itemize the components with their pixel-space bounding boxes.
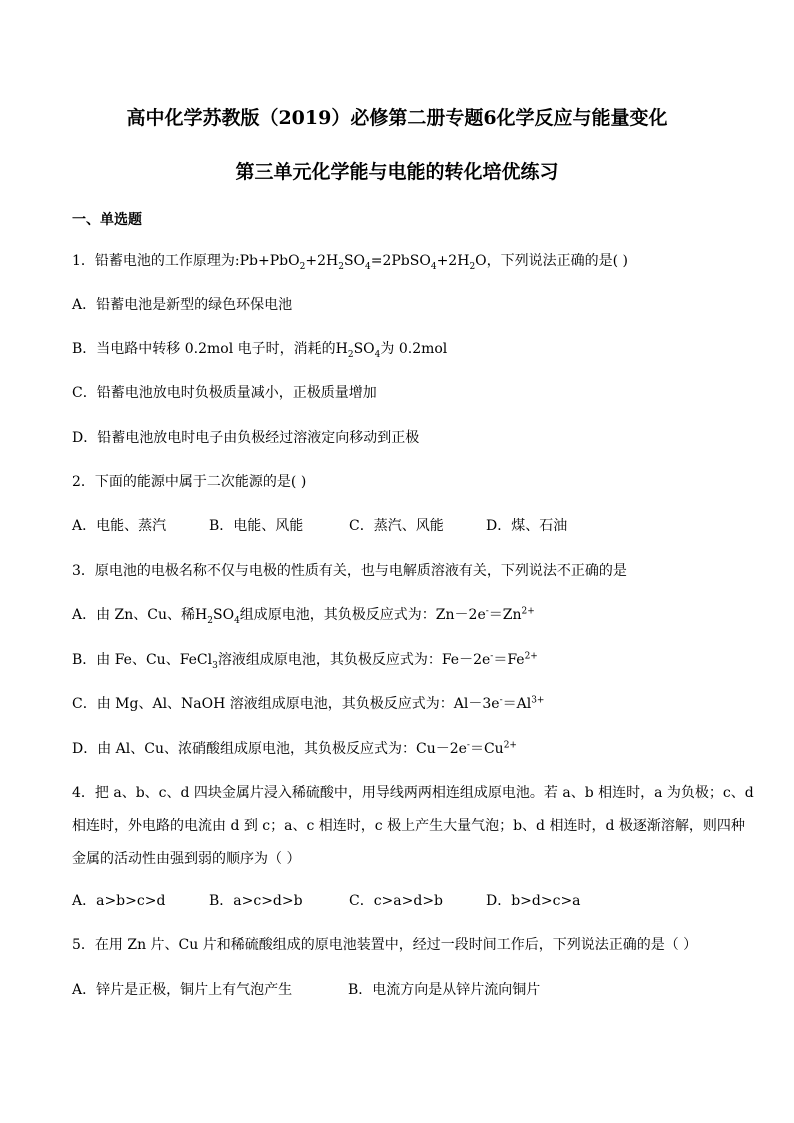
q5-stem: 5．在用 Zn 片、Cu 片和稀硫酸组成的原电池装置中，经过一段时间工作后，下列说法正确的是（ ） <box>72 937 698 953</box>
q4-stem-line1: 4．把 a、b、c、d 四块金属片浸入稀硫酸中，用导线两两相连组成原电池。若 a、b 相连时，a 为负极；c、d <box>72 785 754 801</box>
q3-option-c: C．由 Mg、Al、NaOH 溶液组成原电池，其负极反应式为：$Al-3e^-=Al^{3+}$ <box>72 695 545 712</box>
q1-option-a: A．铅蓄电池是新型的绿色环保电池 <box>72 297 293 313</box>
q3-option-a: A．由 Zn、Cu、稀$H_2SO_4$组成原电池，其负极反应式为：$Zn-2e^-=Zn^{2+}$ <box>72 606 535 626</box>
q2-options <box>72 516 567 536</box>
q2-option-c: C．蒸汽、风能 <box>349 518 444 534</box>
q2-option-a: A．电能、蒸汽 <box>72 518 167 534</box>
q4-option-c: C．c>a>d>b <box>349 893 444 909</box>
q5-option-a: A．锌片是正极，铜片上有气泡产生 <box>72 982 293 998</box>
q2-option-b: B．电能、风能 <box>209 518 304 534</box>
q2-stem: 2．下面的能源中属于二次能源的是( ) <box>72 474 307 490</box>
q4-stem-line3: 金属的活动性由强到弱的顺序为（ ） <box>72 851 301 867</box>
q3-option-d: D．由 Al、Cu、浓硝酸组成原电池，其负极反应式为：$Cu-2e^-=Cu^{2+}$ <box>72 740 517 757</box>
q4-option-b: B．a>c>d>b <box>209 893 303 909</box>
q3-stem: 3．原电池的电极名称不仅与电极的性质有关，也与电解质溶液有关，下列说法不正确的是 <box>72 563 627 579</box>
document-title-line2: 第三单元化学能与电能的转化培优练习 <box>235 161 559 183</box>
q5-options <box>72 980 540 1000</box>
q4-option-a: A．a>b>c>d <box>72 893 166 909</box>
q3-option-b: B．由 Fe、Cu、FeCl$_3$溶液组成原电池，其负极反应式为：$Fe-2e^-=Fe^{2+}$ <box>72 651 538 671</box>
q5-option-b: B．电流方向是从锌片流向铜片 <box>348 982 541 998</box>
q1-option-c: C．铅蓄电池放电时负极质量减小，正极质量增加 <box>72 385 377 401</box>
q4-options <box>72 891 581 911</box>
document-title-line1: 高中化学苏教版（2019）必修第二册专题6化学反应与能量变化 <box>126 107 668 129</box>
q2-option-d: D．煤、石油 <box>486 518 568 534</box>
q4-option-d: D．b>d>c>a <box>486 893 581 909</box>
section-heading: 一、单选题 <box>72 212 142 228</box>
q4-stem-line2: 相连时，外电路的电流由 d 到 c；a、c 相连时，c 极上产生大量气泡；b、d 相连时，d 极逐渐溶解，则四种 <box>72 818 745 834</box>
q1-option-d: D．铅蓄电池放电时电子由负极经过溶液定向移动到正极 <box>72 430 420 446</box>
q1-stem: 1．铅蓄电池的工作原理为$:Pb+PbO_2+2H_2SO_4=2PbSO_4+2H_2O$，下列说法正确的是( ) <box>72 253 629 272</box>
q1-option-b: B．当电路中转移 0.2mol 电子时，消耗的$H_2SO_4$为 0.2mol <box>72 341 448 360</box>
